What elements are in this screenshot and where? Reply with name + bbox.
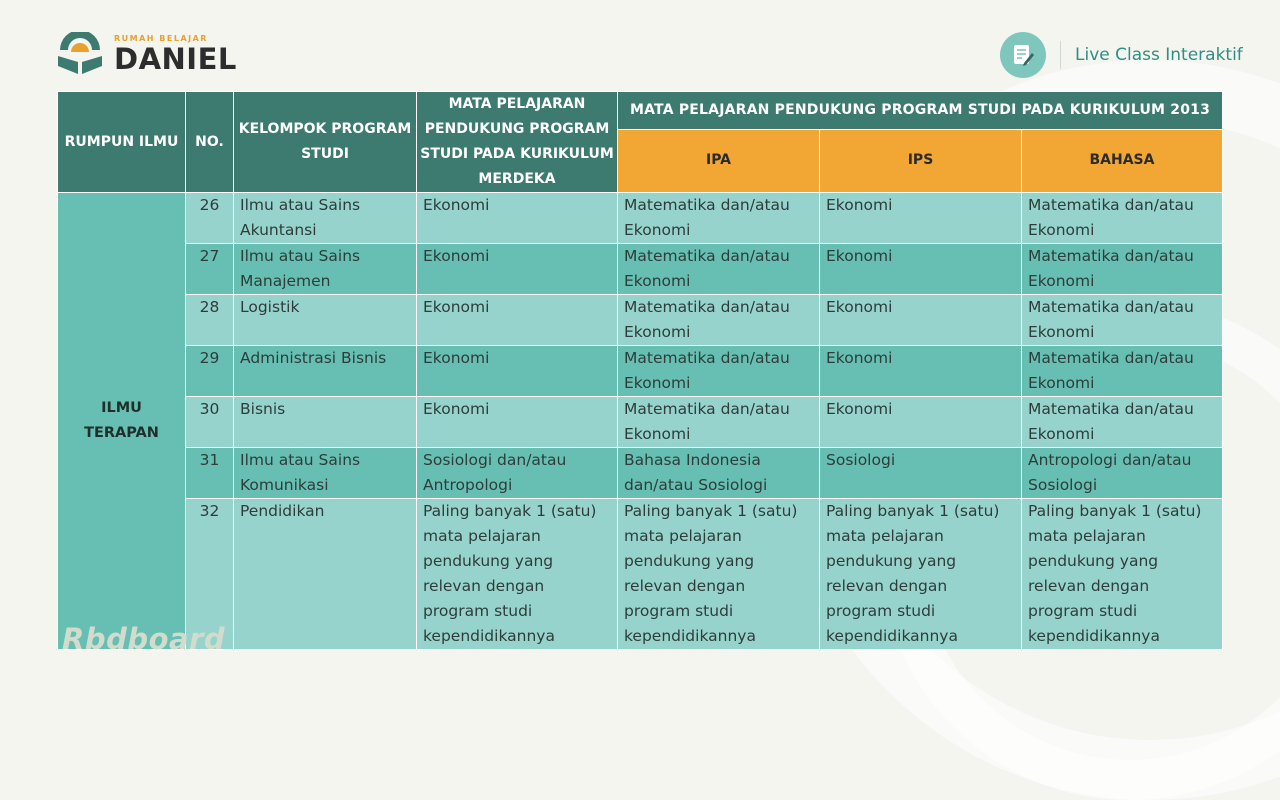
table-row [58, 193, 1223, 244]
row-kelompok: Administrasi Bisnis [234, 346, 417, 397]
row-kelompok: Ilmu atau Sains Komunikasi [234, 448, 417, 499]
header-kelompok-program-studi: KELOMPOK PROGRAM STUDI [234, 92, 417, 193]
row-bahasa: Matematika dan/atau Ekonomi [1022, 193, 1223, 244]
row-ipa: Paling banyak 1 (satu) mata pelajaran pendukung yang relevan dengan program studi kependidikannya [618, 499, 820, 650]
row-merdeka: Ekonomi [417, 397, 618, 448]
row-merdeka: Sosiologi dan/atau Antropologi [417, 448, 618, 499]
live-class-badge [1000, 32, 1243, 78]
row-bahasa: Antropologi dan/atau Sosiologi [1022, 448, 1223, 499]
header-bahasa: BAHASA [1022, 129, 1223, 192]
watermark: Rbdboard [62, 622, 226, 656]
row-bahasa: Paling banyak 1 (satu) mata pelajaran pendukung yang relevan dengan program studi kependidikannya [1022, 499, 1223, 650]
row-no: 28 [186, 295, 234, 346]
row-ips: Ekonomi [820, 244, 1022, 295]
header-ipa: IPA [618, 129, 820, 192]
header-no: NO. [186, 92, 234, 193]
row-ips: Sosiologi [820, 448, 1022, 499]
rumpun-ilmu-cell: ILMU TERAPAN [58, 193, 186, 650]
row-no: 30 [186, 397, 234, 448]
header-ips: IPS [820, 129, 1022, 192]
row-ips: Ekonomi [820, 193, 1022, 244]
row-no: 26 [186, 193, 234, 244]
row-ipa: Matematika dan/atau Ekonomi [618, 244, 820, 295]
row-merdeka: Ekonomi [417, 244, 618, 295]
row-bahasa: Matematika dan/atau Ekonomi [1022, 244, 1223, 295]
brand-tagline: RUMAH BELAJAR [114, 33, 208, 43]
row-ips: Paling banyak 1 (satu) mata pelajaran pendukung yang relevan dengan program studi kependidikannya [820, 499, 1022, 650]
row-merdeka: Paling banyak 1 (satu) mata pelajaran pendukung yang relevan dengan program studi kependidikannya [417, 499, 618, 650]
row-no: 29 [186, 346, 234, 397]
row-no: 32 [186, 499, 234, 650]
header-kurikulum-2013: MATA PELAJARAN PENDUKUNG PROGRAM STUDI PADA KURIKULUM 2013 [618, 92, 1223, 130]
header-kurikulum-merdeka: MATA PELAJARAN PENDUKUNG PROGRAM STUDI PADA KURIKULUM MERDEKA [417, 92, 618, 193]
table-row [58, 346, 1223, 397]
table-row [58, 244, 1223, 295]
row-kelompok: Pendidikan [234, 499, 417, 650]
row-ips: Ekonomi [820, 346, 1022, 397]
table-row [58, 499, 1223, 650]
row-ipa: Matematika dan/atau Ekonomi [618, 193, 820, 244]
live-class-label: Live Class Interaktif [1075, 45, 1243, 65]
row-bahasa: Matematika dan/atau Ekonomi [1022, 295, 1223, 346]
house-logo-icon [56, 32, 104, 76]
row-no: 31 [186, 448, 234, 499]
row-ipa: Bahasa Indonesia dan/atau Sosiologi [618, 448, 820, 499]
row-bahasa: Matematika dan/atau Ekonomi [1022, 397, 1223, 448]
table-row [58, 448, 1223, 499]
row-merdeka: Ekonomi [417, 193, 618, 244]
row-ipa: Matematika dan/atau Ekonomi [618, 397, 820, 448]
table-row [58, 397, 1223, 448]
row-no: 27 [186, 244, 234, 295]
header-rumpun-ilmu: RUMPUN ILMU [58, 92, 186, 193]
row-ipa: Matematika dan/atau Ekonomi [618, 295, 820, 346]
table-row [58, 295, 1223, 346]
row-bahasa: Matematika dan/atau Ekonomi [1022, 346, 1223, 397]
row-kelompok: Ilmu atau Sains Manajemen [234, 244, 417, 295]
row-kelompok: Bisnis [234, 397, 417, 448]
row-kelompok: Ilmu atau Sains Akuntansi [234, 193, 417, 244]
divider [1060, 41, 1061, 69]
row-merdeka: Ekonomi [417, 295, 618, 346]
row-merdeka: Ekonomi [417, 346, 618, 397]
row-kelompok: Logistik [234, 295, 417, 346]
notepad-pencil-icon [1000, 32, 1046, 78]
data-table [57, 91, 1223, 650]
row-ips: Ekonomi [820, 397, 1022, 448]
brand-name: DANIEL [114, 41, 237, 76]
row-ipa: Matematika dan/atau Ekonomi [618, 346, 820, 397]
brand-logo [56, 32, 237, 76]
row-ips: Ekonomi [820, 295, 1022, 346]
